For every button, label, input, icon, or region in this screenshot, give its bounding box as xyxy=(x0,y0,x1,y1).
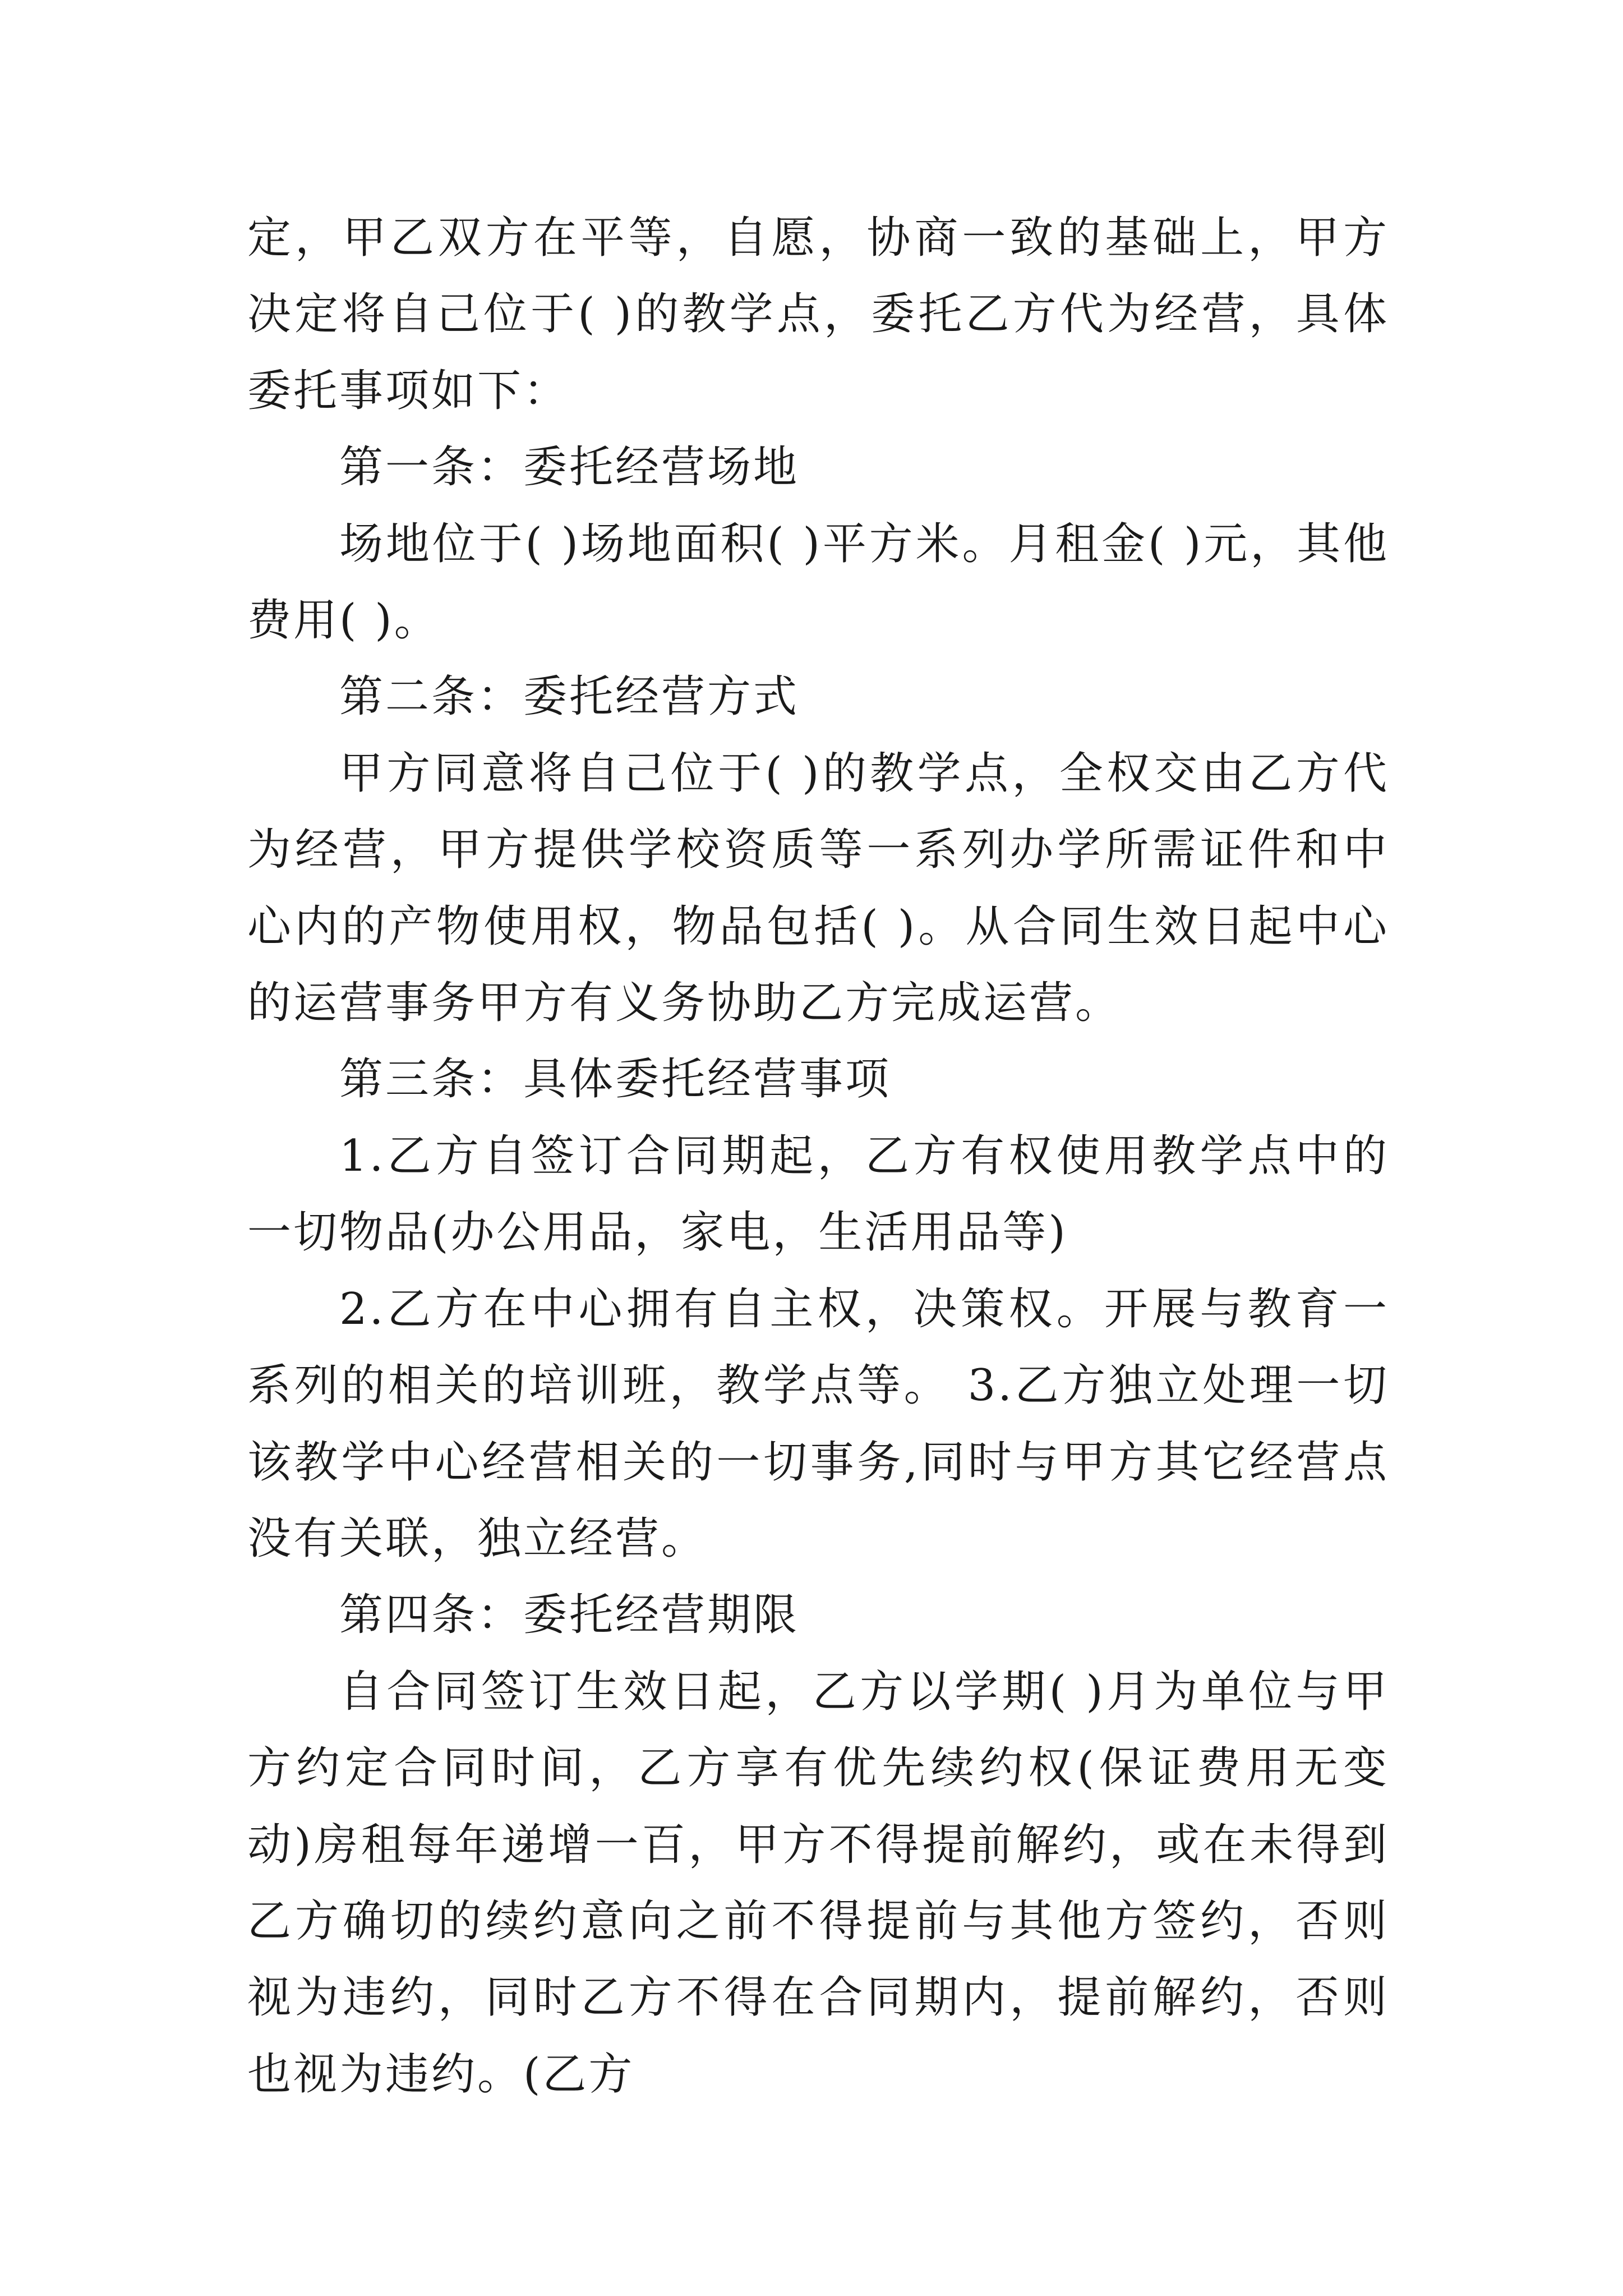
article-1-body: 场地位于( )场地面积( )平方米。月租金( )元，其他费用( )。 xyxy=(247,518,1389,646)
article-2-body: 甲方同意将自己位于( )的教学点，全权交由乙方代为经营，甲方提供学校资质等一系列办学所需证件和中心内的产物使用权，物品包括( )。从合同生效日起中心的运营事务甲方有义务协助乙方完成运营。 xyxy=(247,748,1389,1029)
article-4-body: 自合同签订生效日起，乙方以学期( )月为单位与甲方约定合同时间，乙方享有优先续约权(保证费用无变动)房租每年递增一百，甲方不得提前解约，或在未得到乙方确切的续约意向之前不得提前与其他方签约，否则视为违约，同时乙方不得在合同期内，提前解约，否则也视为违约。(乙方 xyxy=(247,1666,1389,2100)
article-3-item-1: 1.乙方自签订合同期起，乙方有权使用教学点中的一切物品(办公用品，家电，生活用品等) xyxy=(247,1130,1389,1258)
article-4-heading: 第四条：委托经营期限 xyxy=(339,1590,800,1641)
article-3-item-2-3: 2.乙方在中心拥有自主权，决策权。开展与教育一系列的相关的培训班，教学点等。 3.乙方独立处理一切该教学中心经营相关的一切事务,同时与甲方其它经营点没有关联，独立经营。 xyxy=(247,1283,1389,1564)
article-3-heading: 第三条：具体委托经营事项 xyxy=(339,1054,892,1105)
article-2-heading: 第二条：委托经营方式 xyxy=(339,671,800,723)
article-1-heading: 第一条：委托经营场地 xyxy=(339,442,800,493)
document-body xyxy=(247,200,1389,2113)
paragraph-preamble-continuation: 定，甲乙双方在平等，自愿，协商一致的基础上，甲方决定将自己位于( )的教学点，委托乙方代为经营，具体委托事项如下： xyxy=(247,213,1389,416)
